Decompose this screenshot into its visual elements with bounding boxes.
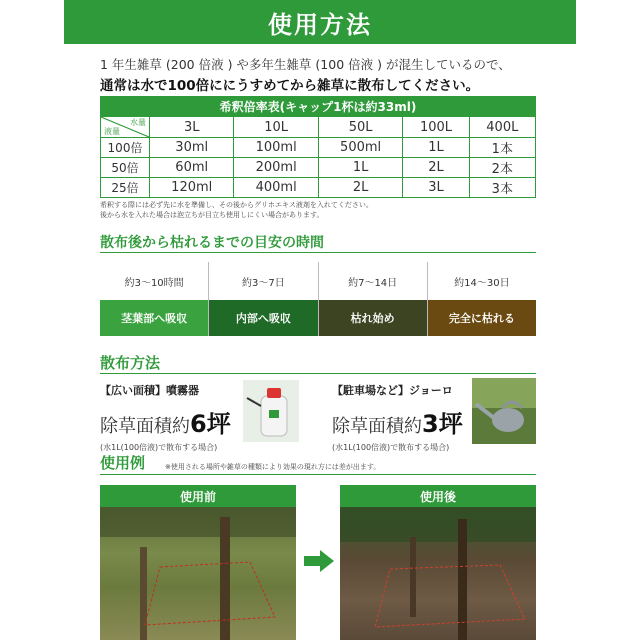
timeline-stage [208, 262, 317, 336]
table-cell: 3L [403, 178, 469, 198]
section-divider [100, 474, 536, 475]
table-cell: 1L [318, 158, 402, 178]
example-title: 使用例 [100, 454, 146, 472]
after-image [340, 507, 536, 640]
sprayer-icon [243, 380, 299, 442]
row-header: 25倍 [101, 178, 150, 198]
stage-label: 枯れ始め [319, 300, 427, 336]
dilution-notes [100, 200, 540, 220]
stage-time: 約3～7日 [242, 277, 285, 289]
method-note: (水1L(100倍液)で散布する場合) [332, 443, 450, 452]
example-note: ※使用される場所や雑草の種類により効果の現れ方には差が出ます。 [165, 463, 381, 471]
note-line: 後から水を入れた場合は泡立ちが目立ち使用しにくい場合があります。 [100, 211, 324, 219]
arrow-right-icon [304, 550, 334, 572]
after-illustration [340, 507, 536, 640]
table-cell: 2L [318, 178, 402, 198]
table-corner-cell [101, 117, 150, 138]
column-header: 3L [150, 117, 234, 138]
table-cell: 30ml [150, 138, 234, 158]
timeline-stage [100, 262, 208, 336]
dilution-table-caption: 希釈倍率表(キャップ1杯は約33ml) [101, 97, 536, 117]
table-cell: 60ml [150, 158, 234, 178]
after-photo [340, 485, 536, 640]
row-header: 50倍 [101, 158, 150, 178]
dilution-table [100, 96, 536, 198]
table-cell: 100ml [234, 138, 318, 158]
method-note: (水1L(100倍液)で散布する場合) [100, 443, 218, 452]
row-header: 100倍 [101, 138, 150, 158]
intro-line-1: 1 年生雑草 (200 倍液 ) や多年生雑草 (100 倍液 ) が混生しているので、 [100, 57, 511, 72]
table-cell: 500ml [318, 138, 402, 158]
column-header: 50L [318, 117, 402, 138]
section-divider [100, 252, 536, 253]
method-title: 【駐車場など】ジョーロ [332, 384, 453, 397]
column-header: 10L [234, 117, 318, 138]
table-row [101, 178, 536, 198]
column-header: 100L [403, 117, 469, 138]
stage-time: 約7～14日 [348, 277, 398, 289]
intro-line-2: 通常は水で100倍ににうすめてから雑草に散布してください。 [100, 78, 480, 94]
before-illustration [100, 507, 296, 640]
note-line: 希釈する際には必ず先に水を準備し、その後からグリホエキス液剤を入れてください。 [100, 201, 373, 209]
timeline-stage [318, 262, 427, 336]
method-title: 【広い面積】噴霧器 [100, 384, 199, 397]
before-photo [100, 485, 296, 640]
before-label: 使用前 [100, 485, 296, 507]
area-value: 6坪 [190, 410, 231, 438]
area-prefix: 除草面積約 [100, 416, 190, 437]
column-header: 400L [469, 117, 535, 138]
section-divider [100, 373, 536, 374]
table-cell: 2L [403, 158, 469, 178]
stage-time: 約14～30日 [454, 277, 510, 289]
area-value: 3坪 [422, 410, 463, 438]
table-cell: 400ml [234, 178, 318, 198]
table-cell: 200ml [234, 158, 318, 178]
table-cell: 1本 [469, 138, 535, 158]
table-cell: 3本 [469, 178, 535, 198]
table-row [101, 158, 536, 178]
page-title: 使用方法 [64, 0, 576, 44]
corner-top-label: 水量 [130, 118, 146, 127]
stage-time: 約3～10時間 [124, 277, 184, 289]
timeline-stage [427, 262, 536, 336]
after-label: 使用後 [340, 485, 536, 507]
before-image [100, 507, 296, 640]
corner-bottom-label: 液量 [104, 127, 120, 136]
stage-label: 完全に枯れる [428, 300, 536, 336]
methods-title: 散布方法 [100, 354, 161, 372]
stage-label: 内部へ吸収 [209, 300, 317, 336]
timeline-strip [100, 262, 536, 336]
table-cell: 2本 [469, 158, 535, 178]
table-cell: 1L [403, 138, 469, 158]
stage-label: 茎葉部へ吸収 [100, 300, 208, 336]
watering-can-icon [472, 378, 536, 444]
timeline-title: 散布後から枯れるまでの目安の時間 [100, 235, 324, 251]
area-prefix: 除草面積約 [332, 416, 422, 437]
table-cell: 120ml [150, 178, 234, 198]
table-row [101, 138, 536, 158]
